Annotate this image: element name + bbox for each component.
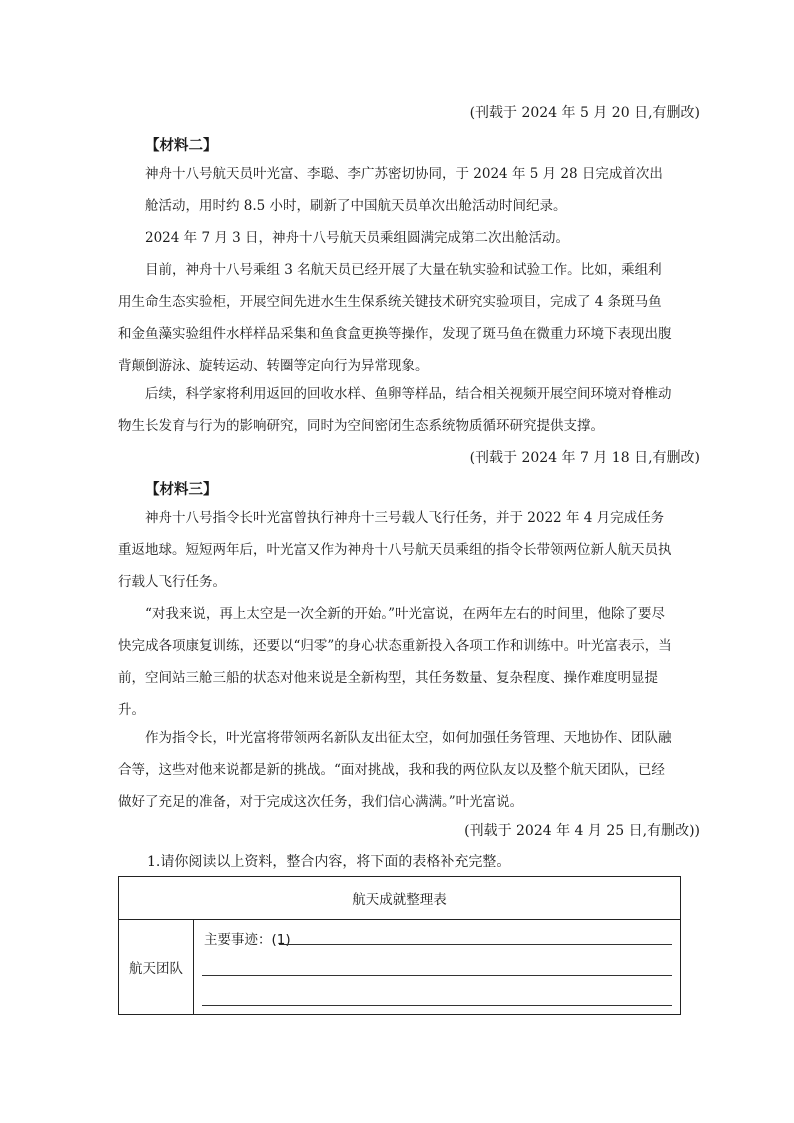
material-3-paragraph-2: “对我来说，再上太空是一次全新的开始。”叶光富说，在两年左右的时间里，他除了要尽快完成各项康复训练，还要以“归零”的身心状态重新投入各项工作和训练中。叶光富表示，当前，空间站三舱三船的状态对他来说是全新构型，其任务数量、复杂程度、操作难度明显提升。 — [118, 606, 672, 718]
material-3-paragraph-1: 神舟十八号指令长叶光富曾执行神舟十三号载人飞行任务，并于 2022 年 4 月完成任务重返地球。短短两年后，叶光富又作为神舟十八号航天员乘组的指令长带领两位新人航天员执行载人飞行任务。 — [118, 510, 672, 590]
question-1: 1.请你阅读以上资料，整合内容，将下面的表格补充完整。 — [147, 854, 511, 870]
material-2-paragraph-3: 目前，神舟十八号乘组 3 名航天员已经开展了大量在轨实验和试验工作。比如，乘组利用生命生态实验柜，开展空间先进水生生保系统关键技术研究实验项目，完成了 4 条斑马鱼和金鱼藻实验组件水样样品采集和鱼食盒更换等操作，发现了斑马鱼在微重力环境下表现出腹背颠倒游泳、旋转运动、转圈等定向行为异常现象。 — [118, 262, 672, 374]
answer-cell — [194, 920, 681, 1015]
source-note-1: (刊载于 2024 年 5 月 20 日,有删改) — [469, 105, 700, 121]
answer-line-1[interactable] — [279, 944, 672, 945]
table-title: 航天成就整理表 — [119, 877, 681, 920]
answer-line-3[interactable] — [202, 1005, 672, 1006]
main-deeds-label: 主要事迹：(1) — [204, 932, 291, 948]
material-2-paragraph-1: 神舟十八号航天员叶光富、李聪、李广苏密切协同，于 2024 年 5 月 28 日完成首次出舱活动，用时约 8.5 小时，刷新了中国航天员单次出舱活动时间纪录。 — [145, 166, 663, 214]
material-2-heading: 【材料二】 — [145, 137, 218, 154]
material-2-paragraph-4: 后续，科学家将利用返回的回收水样、鱼卵等样品，结合相关视频开展空间环境对脊椎动物生长发育与行为的影响研究，同时为空间密闭生态系统物质循环研究提供支撑。 — [118, 386, 672, 434]
row-label-space-team: 航天团队 — [119, 920, 194, 1015]
material-3-paragraph-3: 作为指令长，叶光富将带领两名新队友出征太空，如何加强任务管理、天地协作、团队融合等，这些对他来说都是新的挑战。“面对挑战，我和我的两位队友以及整个航天团队，已经做好了充足的准备，对于完成这次任务，我们信心满满。”叶光富说。 — [118, 730, 672, 810]
source-note-3: (刊载于 2024 年 4 月 25 日,有删改)) — [464, 823, 700, 839]
source-note-2: (刊载于 2024 年 7 月 18 日,有删改) — [469, 450, 700, 466]
answer-line-2[interactable] — [202, 975, 672, 976]
achievement-table — [118, 876, 681, 1015]
material-3-heading: 【材料三】 — [145, 481, 218, 498]
material-2-paragraph-2: 2024 年 7 月 3 日，神舟十八号航天员乘组圆满完成第二次出舱活动。 — [145, 230, 569, 246]
